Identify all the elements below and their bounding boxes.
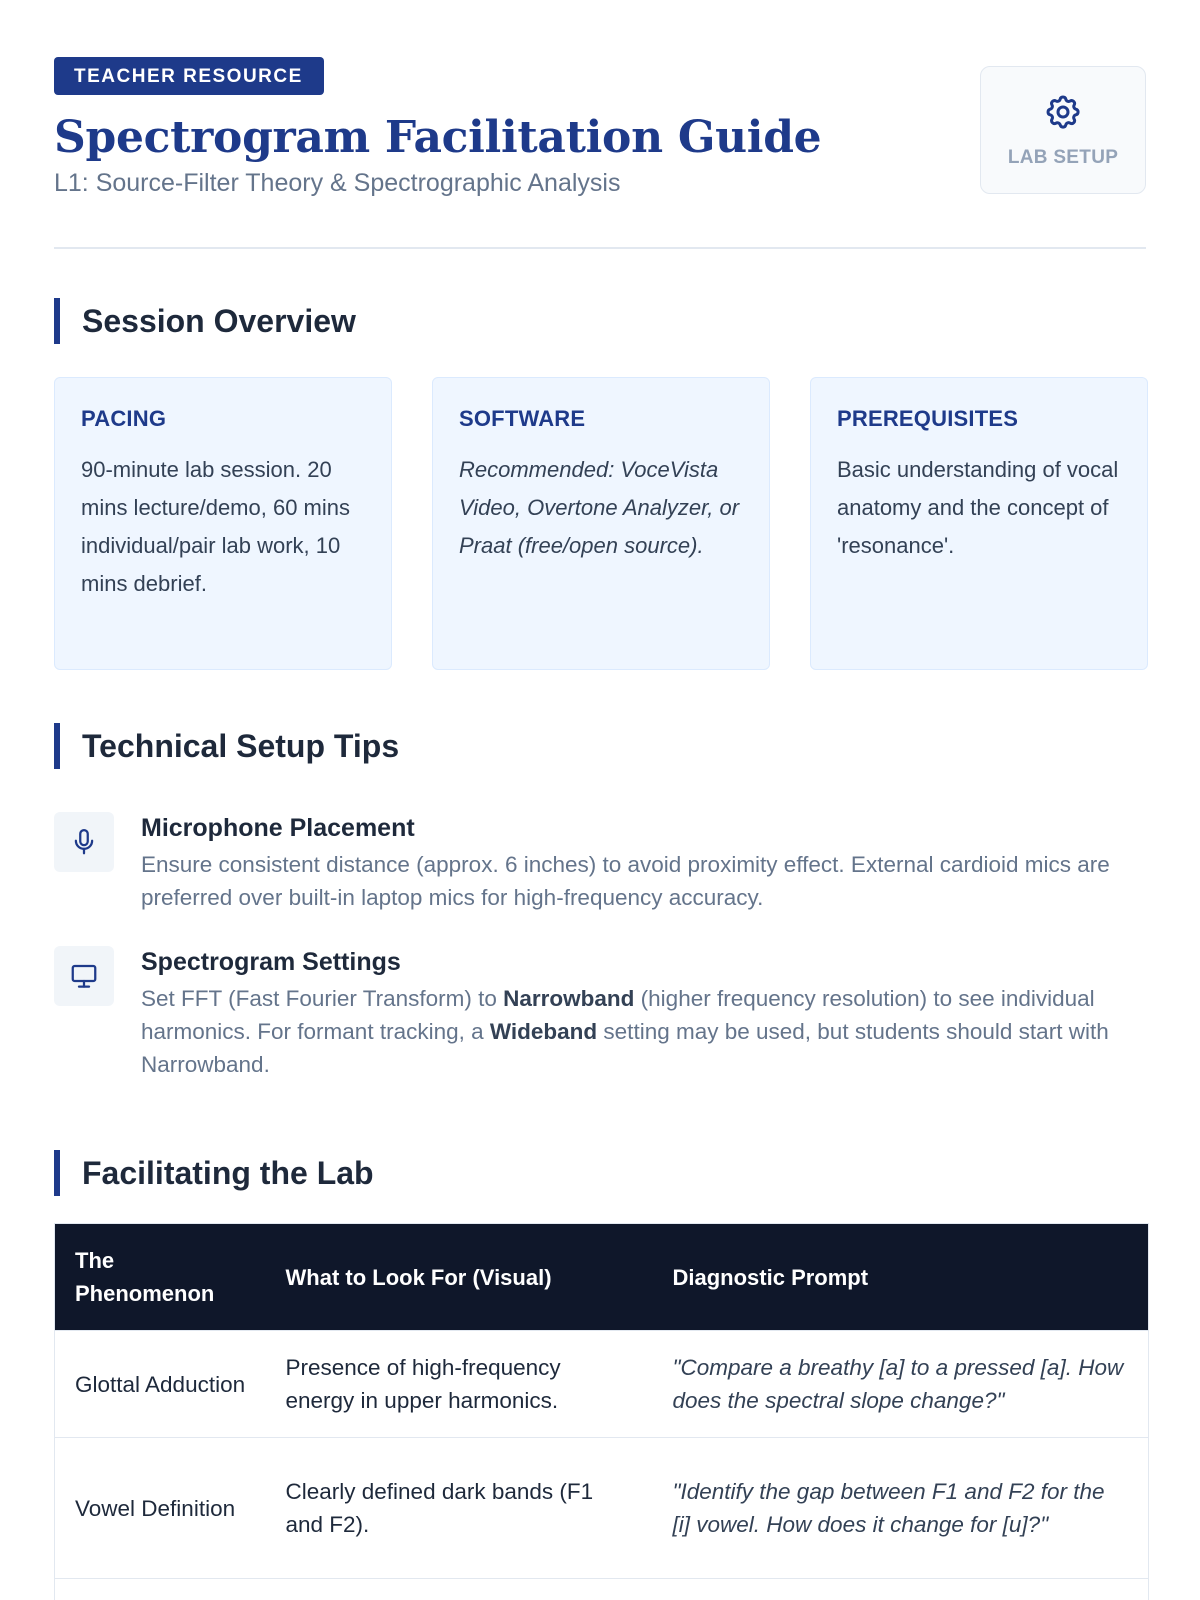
table-row: [55, 1579, 1149, 1600]
prompt-cell: "Compare a breathy [a] to a pressed [a]. How does the spectral slope change?": [653, 1331, 1149, 1438]
column-header: The Phenomenon: [75, 1248, 215, 1306]
section-title: Technical Setup Tips: [82, 728, 400, 764]
page-title: Spectrogram Facilitation Guide: [54, 112, 822, 163]
column-header: Diagnostic Prompt: [672, 1264, 869, 1290]
prompt-cell: "Identify the gap between F1 and F2 for the [i] vowel. How does it change for [u]?": [653, 1438, 1149, 1579]
heading-accent-bar: [54, 1150, 60, 1196]
teacher-resource-badge: TEACHER RESOURCE: [54, 57, 324, 95]
table-row: [55, 1438, 1149, 1579]
tip-spectrogram-settings: [54, 946, 1148, 1081]
table-row: [55, 1331, 1149, 1438]
pacing-card: [54, 377, 392, 670]
software-card: [432, 377, 770, 670]
card-title: PACING: [81, 406, 167, 431]
table-header-row: [55, 1224, 1149, 1331]
tip-body: Ensure consistent distance (approx. 6 inches) to avoid proximity effect. External cardioid mics are preferred over built-in laptop mics for high-frequency accuracy.: [141, 852, 1110, 910]
phenomenon-cell: Vowel Definition: [55, 1438, 266, 1579]
visual-cell: Presence of high-frequency energy in upper harmonics.: [266, 1331, 653, 1438]
lab-table: [54, 1223, 1148, 1600]
session-overview-heading: [54, 298, 356, 344]
page-subtitle: L1: Source-Filter Theory & Spectrographic Analysis: [54, 169, 621, 197]
narrowband-term: Narrowband: [503, 986, 635, 1011]
phenomenon-cell: [55, 1579, 266, 1600]
column-header: What to Look For (Visual): [285, 1264, 552, 1290]
overview-cards: [54, 377, 1148, 670]
tip-title: Microphone Placement: [141, 814, 415, 842]
visual-cell: Clearly defined dark bands (F1 and F2).: [266, 1438, 653, 1579]
page-header: [54, 57, 1146, 249]
visual-cell: [266, 1579, 653, 1600]
prerequisites-card: [810, 377, 1148, 670]
card-body: Basic understanding of vocal anatomy and the concept of 'resonance'.: [837, 457, 1119, 558]
heading-accent-bar: [54, 723, 60, 769]
gear-icon: [1043, 92, 1083, 137]
lab-setup-button[interactable]: [980, 66, 1146, 194]
card-title: SOFTWARE: [459, 406, 586, 431]
facilitating-lab-heading: [54, 1150, 374, 1196]
prompt-cell: [653, 1579, 1149, 1600]
lab-setup-label: LAB SETUP: [1007, 146, 1119, 168]
section-title: Session Overview: [82, 303, 356, 339]
tip-microphone-placement: [54, 812, 1148, 914]
heading-accent-bar: [54, 298, 60, 344]
tip-body-text: Set FFT (Fast Fourier Transform) to: [141, 986, 504, 1011]
card-title: PREREQUISITES: [837, 406, 1019, 431]
tip-body: [141, 982, 1148, 1081]
tip-body-text: (higher frequency resolution) to see individual harmonics. For formant tracking, a: [141, 986, 1095, 1044]
section-title: Facilitating the Lab: [82, 1155, 374, 1191]
microphone-icon: [54, 812, 114, 872]
card-body: 90-minute lab session. 20 mins lecture/demo, 60 mins individual/pair lab work, 10 mins debrief.: [81, 457, 350, 596]
tip-title: Spectrogram Settings: [141, 948, 401, 976]
wideband-term: Wideband: [489, 1019, 598, 1044]
card-body: Recommended: VoceVista Video, Overtone Analyzer, or Praat (free/open source).: [459, 457, 740, 558]
tip-body-text: setting may be used, but students should start with Narrowband.: [141, 1019, 1109, 1077]
monitor-icon: [54, 946, 114, 1006]
phenomenon-cell: Glottal Adduction: [55, 1331, 266, 1438]
technical-setup-heading: [54, 723, 399, 769]
